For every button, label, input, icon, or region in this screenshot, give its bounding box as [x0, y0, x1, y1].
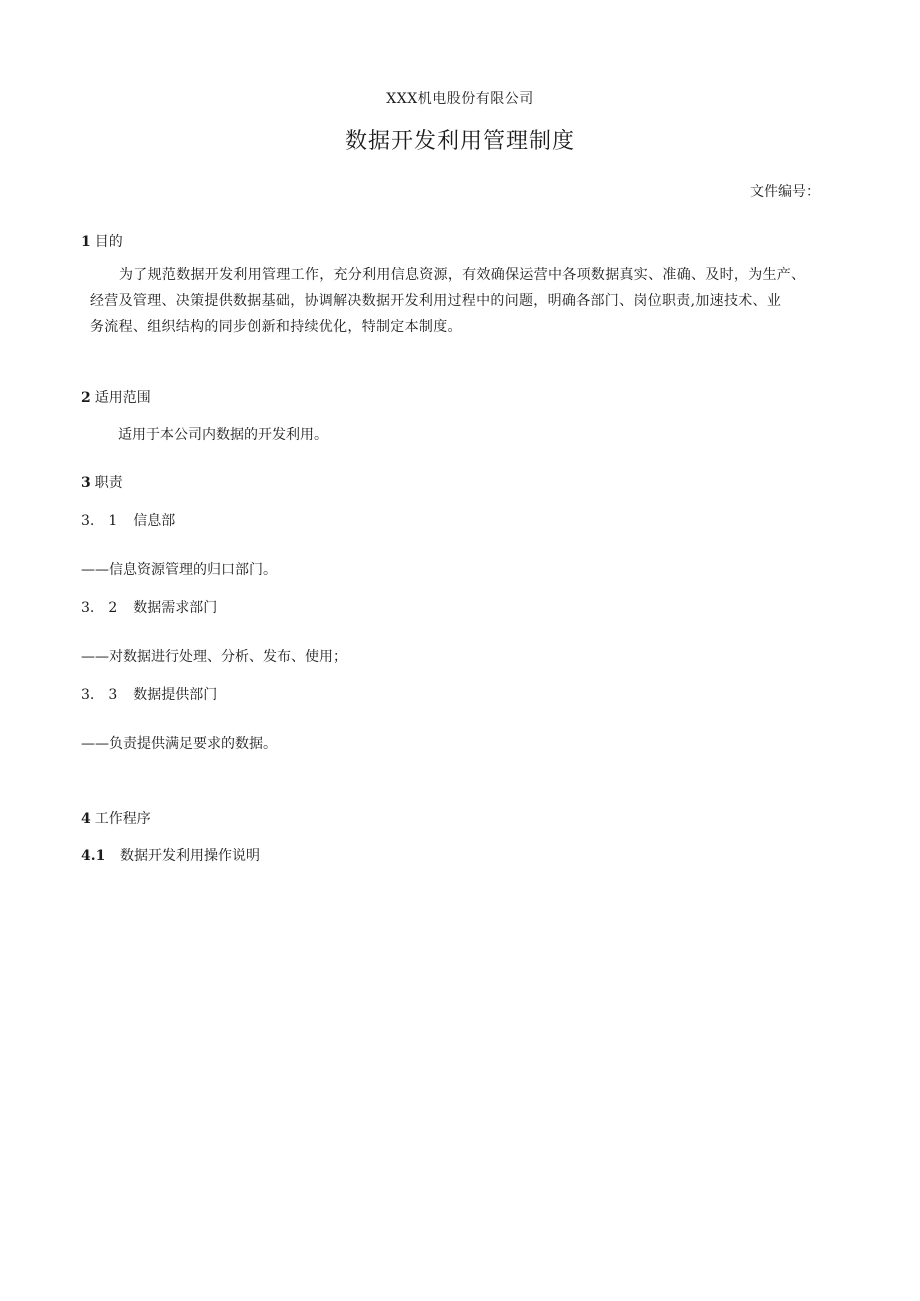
- section-4-heading: [81, 808, 151, 828]
- subsection-3-2-heading: [81, 597, 217, 617]
- section-2-number: 2: [81, 390, 91, 406]
- section-4-title: 工作程序: [94, 811, 151, 827]
- subsection-3-1-description: ——信息资源管理的归口部门。: [81, 562, 277, 578]
- subsection-number: 3. 3: [81, 687, 118, 703]
- subsection-title: 数据提供部门: [133, 687, 218, 703]
- section-3-number: 3: [81, 475, 91, 491]
- subsection-number: 3. 1: [81, 513, 118, 529]
- section-4-number: 4: [81, 811, 91, 827]
- subsection-3-3-heading: [81, 684, 217, 704]
- document-title: 数据开发利用管理制度: [344, 129, 575, 154]
- subsection-3-2-description: ——对数据进行处理、分析、发布、使用；: [81, 649, 347, 665]
- section-1-number: 1: [81, 234, 91, 250]
- subsection-title: 数据开发利用操作说明: [120, 848, 260, 864]
- subsection-title: 数据需求部门: [133, 600, 218, 616]
- paragraph-line: 务流程、组织结构的同步创新和持续优化，特制定本制度。: [90, 319, 462, 335]
- section-1-heading: [81, 231, 123, 251]
- section-2-title: 适用范围: [94, 390, 151, 406]
- subsection-number: 3. 2: [81, 600, 118, 616]
- section-2-text: 适用于本公司内数据的开发利用。: [118, 427, 328, 443]
- subsection-title: 信息部: [133, 513, 176, 529]
- document-number-label: 文件编号：: [750, 184, 820, 200]
- subsection-3-3-description: ——负责提供满足要求的数据。: [81, 736, 277, 752]
- section-3-heading: [81, 472, 123, 492]
- section-1-title: 目的: [94, 234, 123, 250]
- company-name: XXX机电股份有限公司: [386, 91, 534, 107]
- section-2-heading: [81, 387, 151, 407]
- paragraph-line: 为了规范数据开发利用管理工作，充分利用信息资源，有效确保运营中各项数据真实、准确、及时，为生产、: [119, 267, 806, 283]
- subsection-4-1-heading: [81, 845, 260, 865]
- section-3-title: 职责: [94, 475, 123, 491]
- subsection-number: 4.1: [81, 848, 106, 864]
- paragraph-line: 经营及管理、决策提供数据基础，协调解决数据开发利用过程中的问题，明确各部门、岗位职责,加速技术、业: [90, 293, 782, 309]
- section-1-paragraph: [81, 262, 843, 340]
- subsection-3-1-heading: [81, 510, 175, 530]
